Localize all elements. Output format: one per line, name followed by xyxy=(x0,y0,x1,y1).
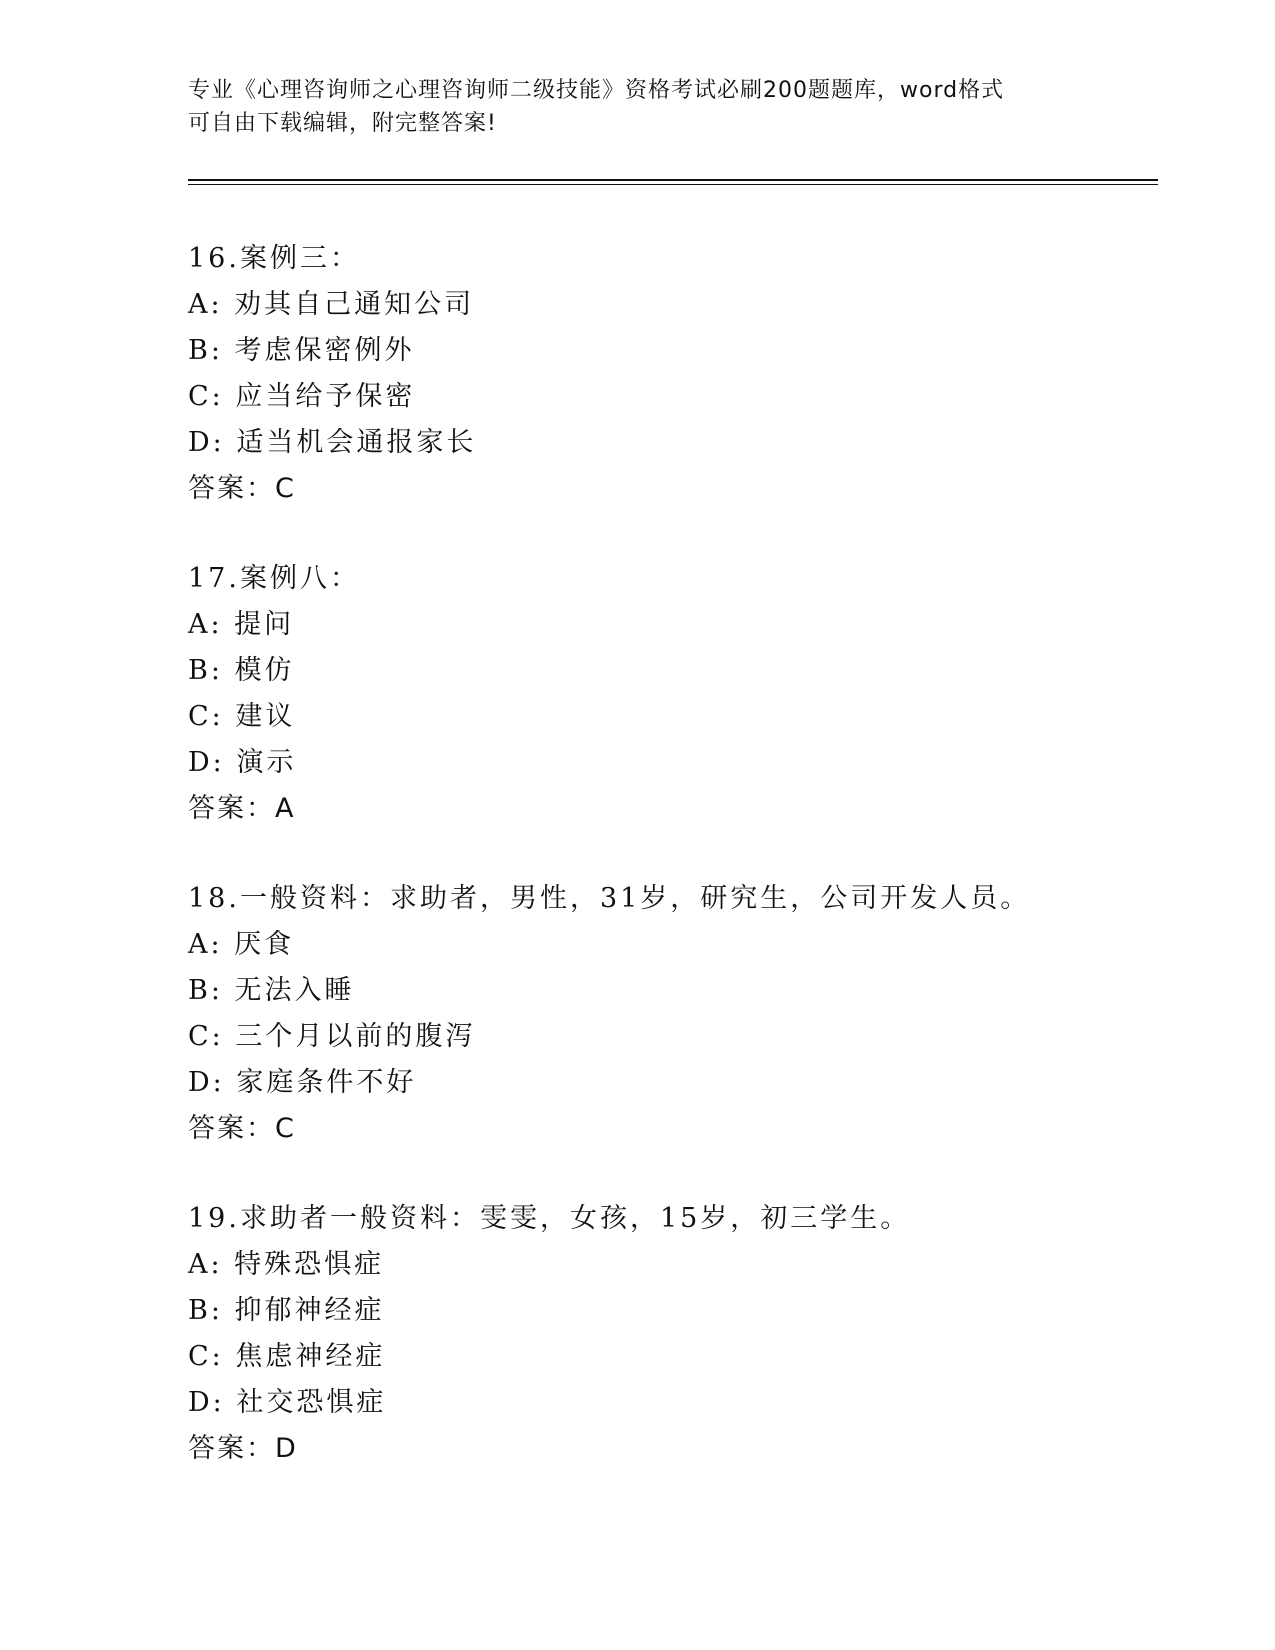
option-c: C: 三个月以前的腹泻 xyxy=(188,1021,476,1052)
question-16 xyxy=(188,236,1188,512)
option-b: B: 考虑保密例外 xyxy=(188,335,415,366)
header-divider-top xyxy=(188,179,1158,181)
option-d: D: 演示 xyxy=(188,747,297,778)
question-title: 18.一般资料：求助者，男性，31岁，研究生，公司开发人员。 xyxy=(188,883,1031,914)
option-c: C: 焦虑神经症 xyxy=(188,1341,386,1372)
document-header xyxy=(188,74,1088,140)
option-c: C: 建议 xyxy=(188,701,296,732)
question-17 xyxy=(188,556,1188,832)
option-c: C: 应当给予保密 xyxy=(188,381,416,412)
option-b: B: 模仿 xyxy=(188,655,295,686)
header-line-1: 专业《心理咨询师之心理咨询师二级技能》资格考试必刷200题题库，word格式 xyxy=(188,78,1005,103)
answer-line: 答案：C xyxy=(188,1113,296,1144)
option-a: A: 特殊恐惧症 xyxy=(188,1249,385,1280)
question-19 xyxy=(188,1196,1188,1472)
header-divider-bottom xyxy=(188,184,1158,185)
header-line-2: 可自由下载编辑，附完整答案! xyxy=(188,111,497,136)
question-18 xyxy=(188,876,1188,1152)
option-d: D: 家庭条件不好 xyxy=(188,1067,417,1098)
option-a: A: 提问 xyxy=(188,609,295,640)
question-title: 16.案例三： xyxy=(188,243,360,274)
question-title: 17.案例八： xyxy=(188,563,360,594)
answer-line: 答案：D xyxy=(188,1433,298,1464)
option-d: D: 社交恐惧症 xyxy=(188,1387,387,1418)
option-b: B: 抑郁神经症 xyxy=(188,1295,385,1326)
option-d: D: 适当机会通报家长 xyxy=(188,427,477,458)
question-title: 19.求助者一般资料：雯雯，女孩，15岁，初三学生。 xyxy=(188,1203,911,1234)
option-b: B: 无法入睡 xyxy=(188,975,355,1006)
answer-line: 答案：C xyxy=(188,473,296,504)
answer-line: 答案：A xyxy=(188,793,296,824)
option-a: A: 劝其自己通知公司 xyxy=(188,289,475,320)
option-a: A: 厌食 xyxy=(188,929,295,960)
